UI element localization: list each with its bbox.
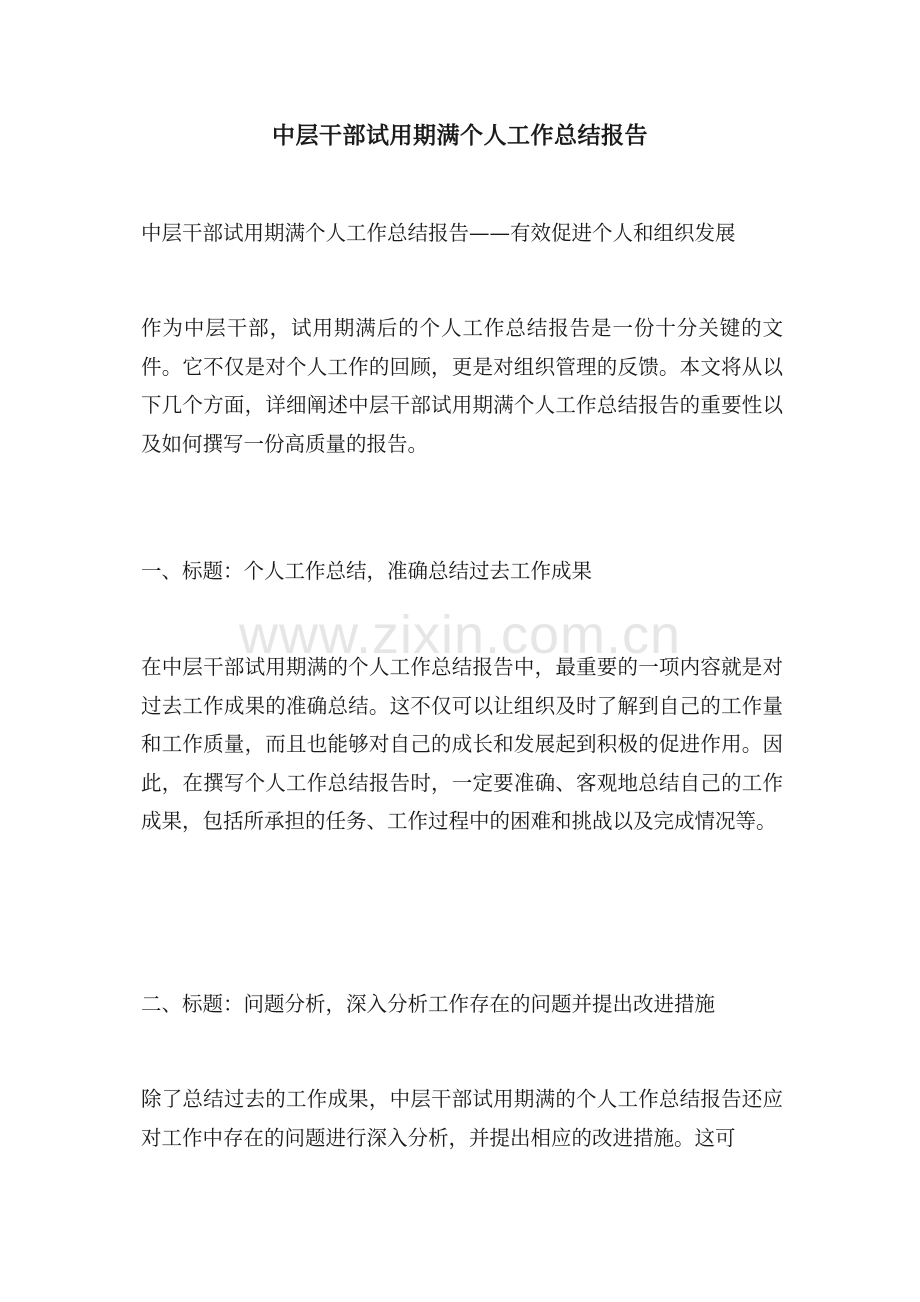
paragraph-section-1: 在中层干部试用期满的个人工作总结报告中，最重要的一项内容就是对过去工作成果的准确总结。这不仅可以让组织及时了解到自己的工作量和工作质量，而且也能够对自己的成长和发展起到积极的促进作用。因此，在撰写个人工作总结报告时，一定要准确、客观地总结自己的工作成果，包括所承担的任务、工作过程中的困难和挑战以及完成情况等。 [141, 655, 783, 834]
document-subtitle: 中层干部试用期满个人工作总结报告——有效促进个人和组织发展 [141, 221, 736, 245]
paragraph-intro: 作为中层干部，试用期满后的个人工作总结报告是一份十分关键的文件。它不仅是对个人工作的回顾，更是对组织管理的反馈。本文将从以下几个方面，详细阐述中层干部试用期满个人工作总结报告的重要性以及如何撰写一份高质量的报告。 [141, 316, 783, 456]
paragraph-section-2: 除了总结过去的工作成果，中层干部试用期满的个人工作总结报告还应对工作中存在的问题进行深入分析，并提出相应的改进措施。这可 [141, 1087, 783, 1150]
section-heading-1: 一、标题：个人工作总结，准确总结过去工作成果 [141, 559, 592, 583]
section-heading-2: 二、标题：问题分析，深入分析工作存在的问题并提出改进措施 [141, 992, 715, 1016]
watermark-text: www.zixin.com.cn [238, 605, 682, 665]
document-title: 中层干部试用期满个人工作总结报告 [272, 122, 648, 149]
